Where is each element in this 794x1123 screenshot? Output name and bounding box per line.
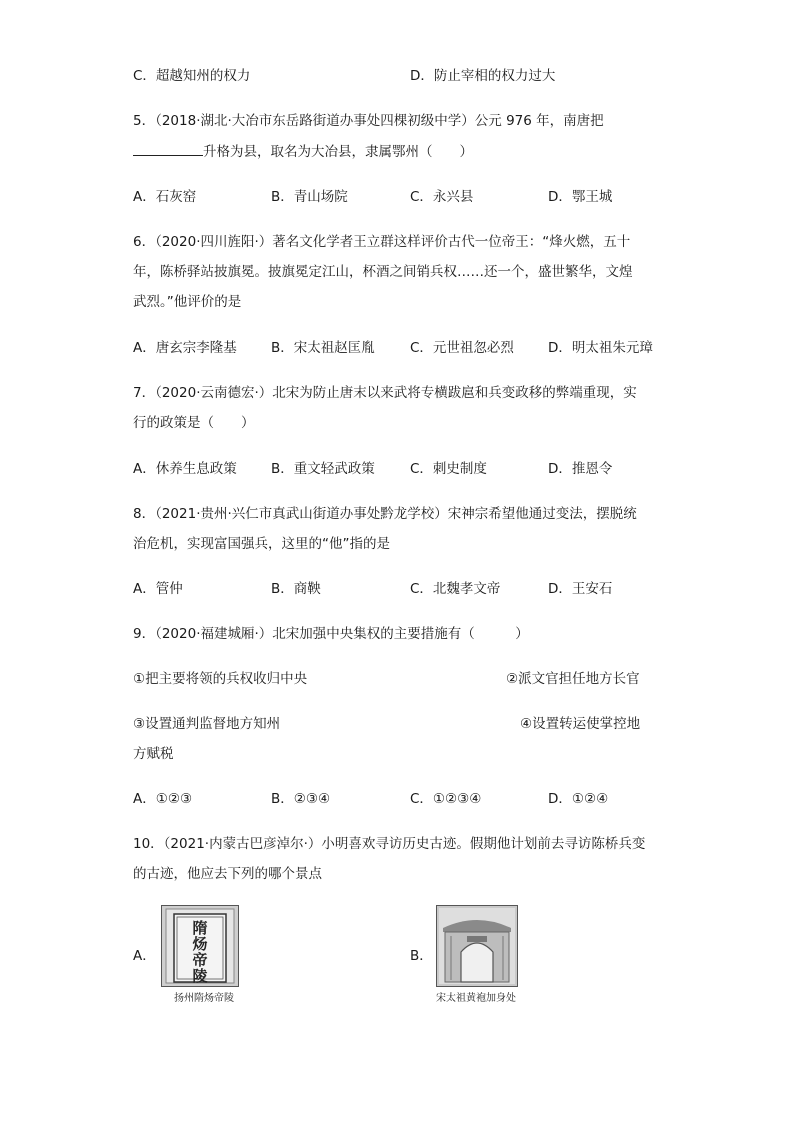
q9-option-d: D．①②④ bbox=[548, 791, 609, 807]
q9-stem: 9．（2020·福建城厢·）北宋加强中央集权的主要措施有（ ） bbox=[133, 626, 529, 642]
q6-option-a: A．唐玄宗李隆基 bbox=[133, 340, 237, 356]
q5-stem-line2-text: 升格为县，取名为大冶县，隶属鄂州（ ） bbox=[203, 144, 473, 160]
q7-stem-line1: 7．（2020·云南德宏·）北宋为防止唐末以来武将专横跋扈和兵变政移的弊端重现，实 bbox=[133, 385, 637, 401]
q10-image-a-caption: 扬州隋炀帝陵 bbox=[174, 993, 234, 1004]
q5-option-a: A．石灰窑 bbox=[133, 189, 197, 205]
q9-option-b: B．②③④ bbox=[271, 791, 331, 807]
q5-stem-line1: 5．（2018·湖北·大冶市东岳路街道办事处四棵初级中学）公元 976 年，南唐把 bbox=[133, 113, 604, 129]
q5-stem-line2 bbox=[133, 141, 473, 162]
q8-option-b: B．商鞅 bbox=[271, 581, 321, 597]
q10-image-b bbox=[436, 905, 518, 987]
q10-stem-line2: 的古迹，他应去下列的哪个景点 bbox=[133, 866, 322, 882]
q6-option-b: B．宋太祖赵匡胤 bbox=[271, 340, 375, 356]
q8-option-a: A．管仲 bbox=[133, 581, 183, 597]
q8-stem-line1: 8．（2021·贵州·兴仁市真武山街道办事处黔龙学校）宋神宗希望他通过变法，摆脱统 bbox=[133, 506, 637, 522]
q9-option-c: C．①②③④ bbox=[410, 791, 482, 807]
q6-option-c: C．元世祖忽必烈 bbox=[410, 340, 514, 356]
q5-fill-blank[interactable] bbox=[133, 141, 203, 156]
q7-option-c: C．刺史制度 bbox=[410, 461, 487, 477]
q8-stem-line2: 治危机，实现富国强兵，这里的“他”指的是 bbox=[133, 536, 390, 552]
q10-option-b-letter: B． bbox=[410, 948, 433, 964]
q9-item-2: ②派文官担任地方长官 bbox=[506, 671, 640, 687]
q10-image-a bbox=[161, 905, 239, 987]
q7-option-a: A．休养生息政策 bbox=[133, 461, 237, 477]
q6-option-d: D．明太祖朱元璋 bbox=[548, 340, 653, 356]
q6-stem-line2: 年，陈桥驿站披旗冕。披旗冕定江山，杯酒之间销兵权……还一个，盛世繁华，文煌 bbox=[133, 264, 633, 280]
q6-stem-line3: 武烈。”他评价的是 bbox=[133, 294, 242, 310]
q7-stem-line2: 行的政策是（ ） bbox=[133, 415, 255, 431]
q4-option-c: C．超越知州的权力 bbox=[133, 68, 251, 84]
q9-item-4-line2: 方赋税 bbox=[133, 746, 174, 762]
q7-option-b: B．重文轻武政策 bbox=[271, 461, 375, 477]
q9-item-3: ③设置通判监督地方知州 bbox=[133, 716, 281, 732]
q5-option-b: B．青山场院 bbox=[271, 189, 348, 205]
q9-item-1: ①把主要将领的兵权收归中央 bbox=[133, 671, 308, 687]
stele-inscription: 隋炀帝陵 bbox=[192, 919, 208, 985]
q8-option-c: C．北魏孝文帝 bbox=[410, 581, 501, 597]
q9-item-4-line1: ④设置转运使掌控地 bbox=[520, 716, 641, 732]
q4-option-d: D．防止宰相的权力过大 bbox=[410, 68, 556, 84]
q10-image-b-caption: 宋太祖黄袍加身处 bbox=[436, 993, 516, 1004]
gateway-illustration bbox=[437, 906, 517, 986]
q9-option-a: A．①②③ bbox=[133, 791, 193, 807]
q10-stem-line1: 10．（2021·内蒙古巴彦淖尔·）小明喜欢寻访历史古迹。假期他计划前去寻访陈桥兵变 bbox=[133, 836, 646, 852]
q5-option-d: D．鄂王城 bbox=[548, 189, 613, 205]
q10-option-a-letter: A． bbox=[133, 948, 156, 964]
q6-stem-line1: 6．（2020·四川旌阳·）著名文化学者王立群这样评价古代一位帝王：“烽火燃，五十 bbox=[133, 234, 631, 250]
q7-option-d: D．推恩令 bbox=[548, 461, 613, 477]
q5-option-c: C．永兴县 bbox=[410, 189, 474, 205]
q8-option-d: D．王安石 bbox=[548, 581, 613, 597]
